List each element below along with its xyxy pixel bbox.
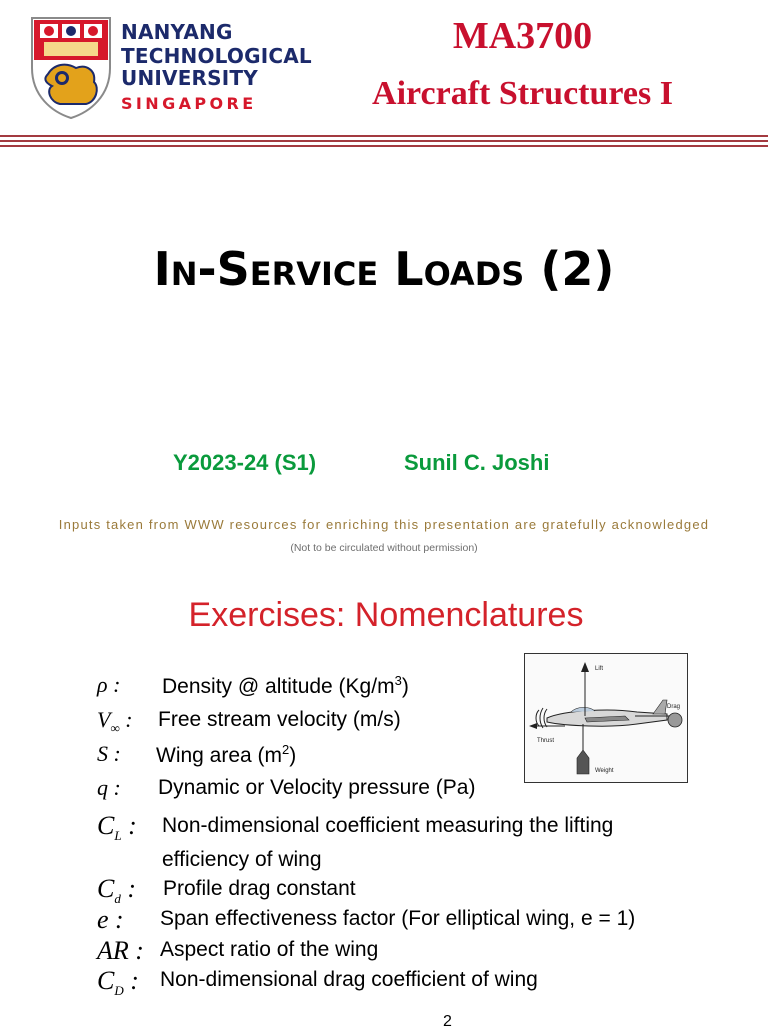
acknowledgement-text: Inputs taken from WWW resources for enriching this presentation are gratefully acknowledged bbox=[58, 517, 710, 532]
definition-v-infinity: Free stream velocity (m/s) bbox=[158, 708, 401, 731]
university-name-line-2: TECHNOLOGICAL bbox=[121, 44, 312, 68]
slide-title-text: In-Service Loads (2) bbox=[153, 242, 615, 296]
symbol-cd-profile: $C_d$ : bbox=[97, 874, 137, 907]
definition-cl-continued: efficiency of wing bbox=[162, 848, 322, 871]
definition-rho: Density @ altitude $(Kg/m^3)$ bbox=[162, 673, 409, 698]
drag-label: Drag bbox=[667, 704, 681, 710]
thrust-label: Thrust bbox=[537, 738, 555, 744]
circulation-note: (Not to be circulated without permission) bbox=[290, 542, 478, 554]
symbol-ar: AR : bbox=[97, 936, 144, 965]
definition-s: Wing area $(m^2)$ bbox=[156, 742, 297, 767]
aircraft-forces-diagram bbox=[524, 653, 688, 783]
academic-year: Y2023-24 (S1) bbox=[173, 450, 317, 475]
symbol-rho: ρ : bbox=[97, 672, 121, 697]
course-code: MA3700 bbox=[452, 15, 593, 57]
university-name-line-1: NANYANG bbox=[121, 20, 233, 44]
symbol-s: S : bbox=[97, 741, 121, 766]
definition-q: Dynamic or Velocity pressure (Pa) bbox=[158, 776, 476, 799]
university-name-line-4: SINGAPORE bbox=[121, 94, 257, 113]
symbol-v-infinity: $V_\infty$ : bbox=[97, 707, 133, 736]
exercises-heading: Exercises: Nomenclatures bbox=[188, 596, 584, 634]
symbol-cd-total: $C_D$ : bbox=[97, 966, 139, 999]
course-title: Aircraft Structures I bbox=[372, 75, 673, 112]
symbol-e: e : bbox=[97, 905, 124, 934]
symbol-cl: $C_L$ : bbox=[97, 811, 137, 844]
university-name-line-3: UNIVERSITY bbox=[121, 66, 258, 90]
definition-e: Span effectiveness factor (For elliptical wing, e = 1) bbox=[160, 907, 636, 930]
slide-title bbox=[0, 242, 768, 296]
definition-cl: Non-dimensional coefficient measuring the lifting bbox=[162, 814, 614, 837]
header-rule-1 bbox=[0, 135, 768, 137]
ntu-crest-logo bbox=[30, 16, 112, 120]
definition-cd-profile: Profile drag constant bbox=[163, 877, 356, 900]
author-name: Sunil C. Joshi bbox=[404, 450, 550, 475]
definition-ar: Aspect ratio of the wing bbox=[160, 938, 379, 961]
page-number: 2 bbox=[443, 1013, 452, 1030]
symbol-q: q : bbox=[97, 775, 121, 800]
definition-cd-total: Non-dimensional drag coefficient of wing bbox=[160, 968, 538, 991]
header-rule-3 bbox=[0, 145, 768, 147]
lift-label: Lift bbox=[595, 666, 604, 672]
header-rule-2 bbox=[0, 140, 768, 142]
weight-label: Weight bbox=[595, 768, 614, 774]
